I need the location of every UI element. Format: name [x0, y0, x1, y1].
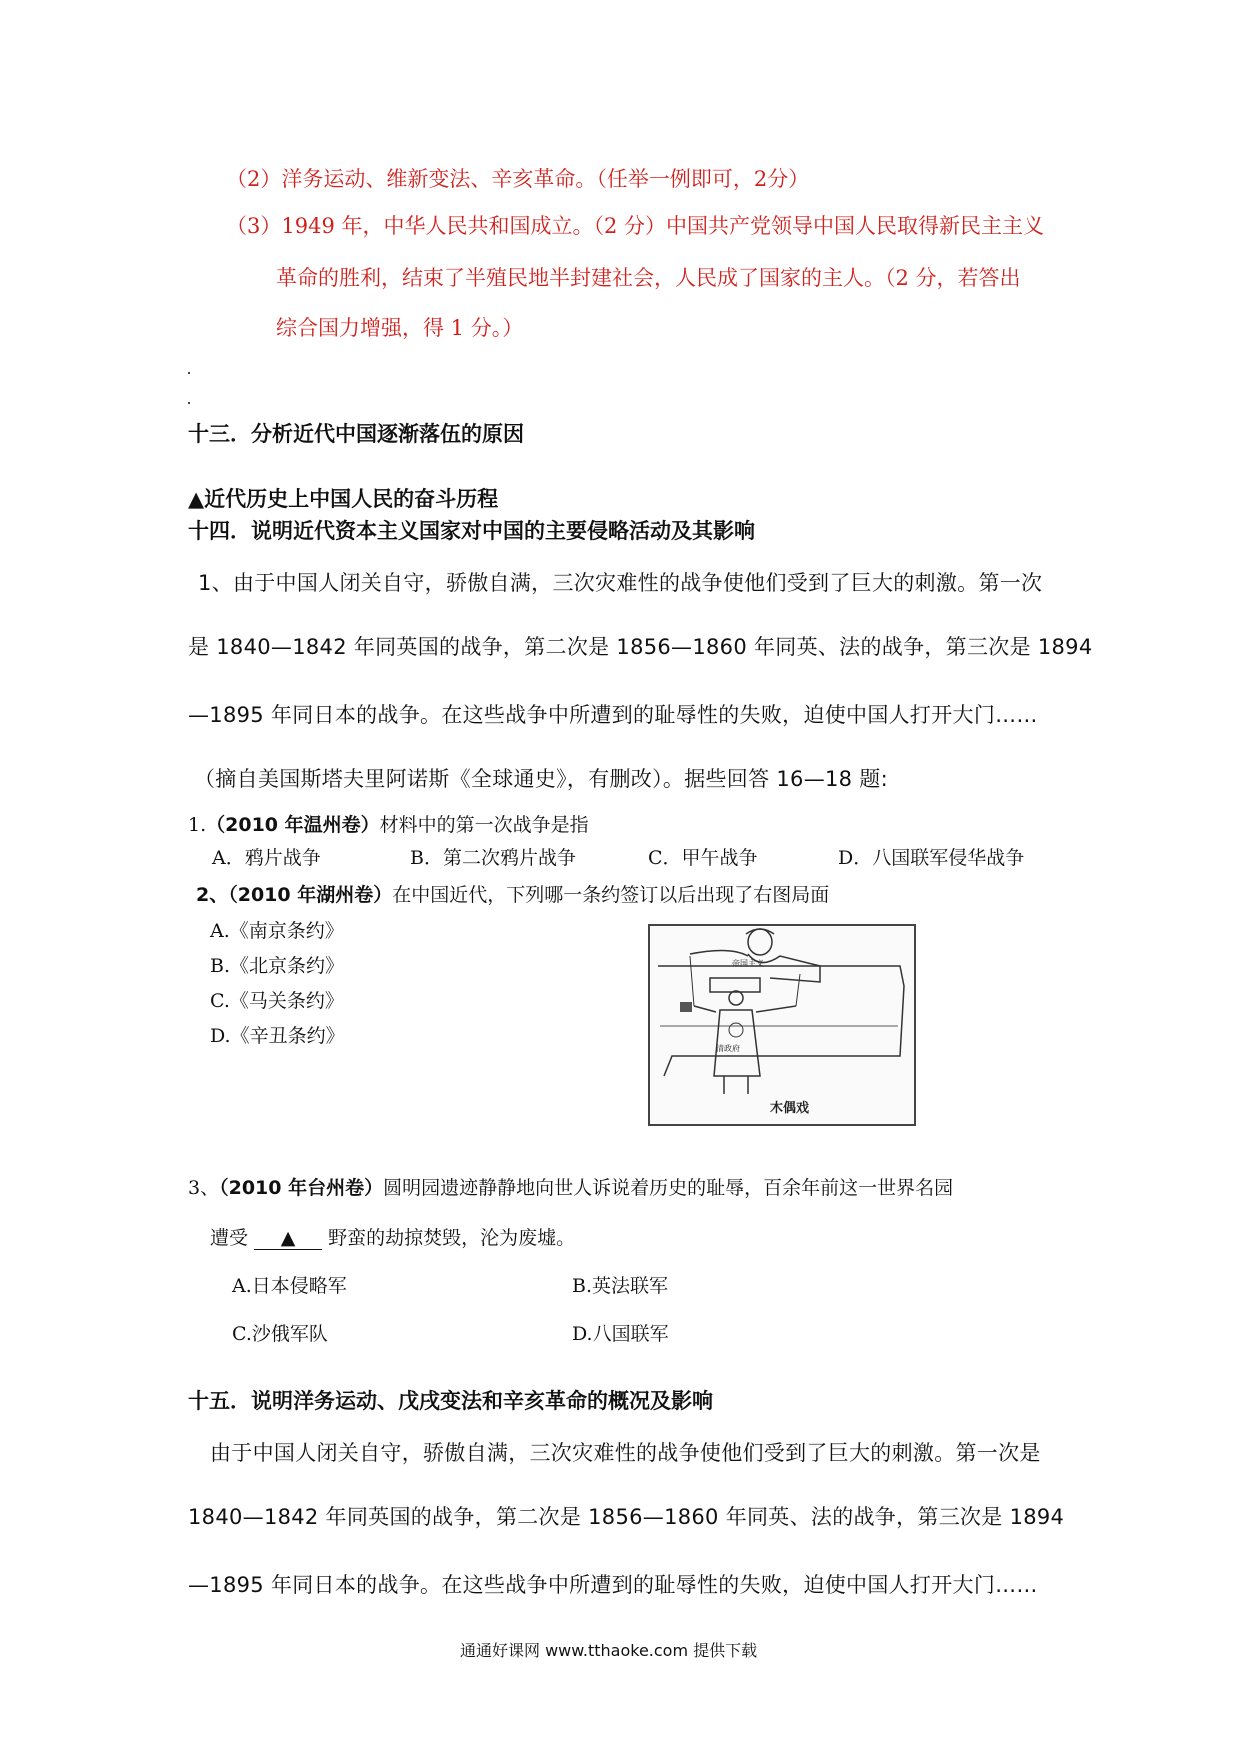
- question-2: [196, 880, 829, 907]
- question-1: [188, 810, 589, 837]
- question-2-option-d: D.《辛丑条约》: [210, 1025, 345, 1047]
- question-3-option-d: D.八国联军: [572, 1323, 669, 1345]
- question-2-tag: （2010 年湖州卷）: [228, 884, 393, 906]
- question-1-tag: （2010 年温州卷）: [206, 814, 380, 836]
- section-15-passage-line-1: 由于中国人闭关自守，骄傲自满，三次灾难性的战争使他们受到了巨大的刺激。第一次是: [210, 1441, 1041, 1465]
- section-14-passage-line-2: 是 1840—1842 年同英国的战争，第二次是 1856—1860 年同英、法的战争，第三次是 1894: [188, 635, 1093, 659]
- question-3-option-c: C.沙俄军队: [232, 1323, 328, 1345]
- section-14-passage-line-1: 1、由于中国人闭关自守，骄傲自满，三次灾难性的战争使他们受到了巨大的刺激。第一次: [198, 571, 1043, 595]
- scan-dot: [188, 372, 190, 374]
- answer-3-line-2: 革命的胜利，结束了半殖民地半封建社会，人民成了国家的主人。（2 分，若答出: [276, 266, 1021, 290]
- section-14-source: （摘自美国斯塔夫里阿诺斯《全球通史》，有删改）。据些回答 16—18 题:: [194, 767, 888, 791]
- answer-3-line-3: 综合国力增强，得 1 分。）: [276, 316, 524, 340]
- scan-dot: [188, 402, 190, 404]
- question-3-number: 3、: [188, 1177, 220, 1199]
- question-3-option-a: A.日本侵略军: [232, 1275, 347, 1297]
- section-15-passage-line-2: 1840—1842 年同英国的战争，第二次是 1856—1860 年同英、法的战争，第三次是 1894: [188, 1505, 1065, 1529]
- answer-2: （2）洋务运动、维新变法、辛亥革命。（任举一例即可，2分）: [226, 167, 810, 191]
- question-3-line-2: [210, 1223, 575, 1250]
- question-3-tag: （2010 年台州卷）: [219, 1177, 384, 1199]
- question-3-stem-post: 野蛮的劫掠焚毁，沦为废墟。: [328, 1227, 576, 1249]
- question-1-option-d: D．八国联军侵华战争: [838, 847, 1025, 869]
- section-14-title: 十四．说明近代资本主义国家对中国的主要侵略活动及其影响: [188, 519, 755, 543]
- answer-blank: ▲: [254, 1227, 322, 1250]
- question-2-option-a: A.《南京条约》: [210, 920, 344, 942]
- question-2-option-c: C.《马关条约》: [210, 990, 344, 1012]
- answer-3-line-1: （3）1949 年，中华人民共和国成立。（2 分）中国共产党领导中国人民取得新民主主义: [226, 214, 1045, 238]
- question-3-stem-line-1: 圆明园遗迹静静地向世人诉说着历史的耻辱，百余年前这一世界名园: [383, 1177, 954, 1199]
- question-1-option-c: C．甲午战争: [648, 847, 758, 869]
- section-15-passage-line-3: —1895 年同日本的战争。在这些战争中所遭到的耻辱性的失败，迫使中国人打开大门……: [188, 1573, 1038, 1597]
- question-3-option-b: B.英法联军: [572, 1275, 669, 1297]
- question-2-option-b: B.《北京条约》: [210, 955, 345, 977]
- question-3-stem-pre: 遭受: [210, 1227, 249, 1249]
- question-1-number: 1.: [188, 814, 207, 836]
- question-1-stem: 材料中的第一次战争是指: [379, 814, 589, 836]
- section-14-passage-line-3: —1895 年同日本的战争。在这些战争中所遭到的耻辱性的失败，迫使中国人打开大门……: [188, 703, 1038, 727]
- figure-caption: 木偶戏: [770, 1101, 810, 1116]
- question-2-stem: 在中国近代，下列哪一条约签订以后出现了右图局面: [392, 884, 830, 906]
- question-1-option-a: A．鸦片战争: [212, 847, 321, 869]
- figure-label-mid: 清政府: [716, 1044, 740, 1053]
- subheading: ▲近代历史上中国人民的奋斗历程: [188, 487, 499, 511]
- section-15-title: 十五．说明洋务运动、戊戌变法和辛亥革命的概况及影响: [188, 1389, 713, 1413]
- question-1-option-b: B．第二次鸦片战争: [410, 847, 576, 869]
- footer-source: 通通好课网 www.tthaoke.com 提供下载: [460, 1641, 758, 1660]
- question-2-number: 2、: [196, 884, 229, 906]
- puppet-show-figure: [648, 924, 916, 1126]
- puppet-show-cartoon: [650, 926, 914, 1124]
- figure-label-top: 帝国主义: [732, 959, 764, 968]
- section-13-title: 十三．分析近代中国逐渐落伍的原因: [188, 422, 524, 446]
- question-3: [188, 1173, 953, 1200]
